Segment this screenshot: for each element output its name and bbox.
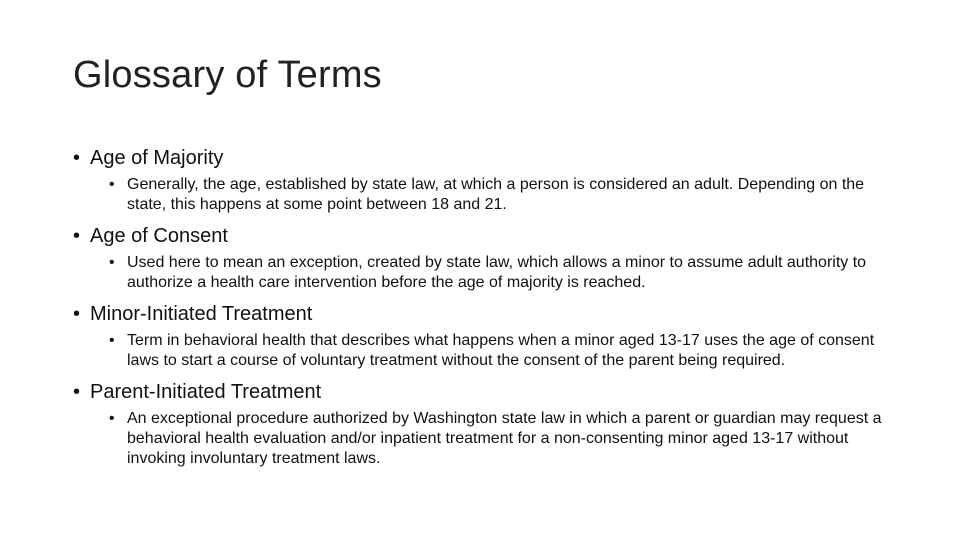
term-label: Parent-Initiated Treatment [90, 381, 322, 403]
bullet-icon: • [73, 147, 81, 169]
term-row [73, 301, 893, 327]
term-label: Age of Consent [90, 225, 228, 247]
glossary-entry-age-of-majority [73, 145, 893, 215]
definition-text: Term in behavioral health that describes what happens when a minor aged 13-17 uses the age of consent laws to start a course of voluntary treatment without the consent of the parent being required. [127, 332, 875, 369]
definition-row [109, 331, 893, 371]
definition-text: Generally, the age, established by state law, at which a person is considered an adult. Depending on the state, this happens at some point between 18 and 21. [127, 176, 865, 213]
slide-title: Glossary of Terms [73, 54, 382, 96]
definition-row [109, 409, 893, 469]
bullet-icon: • [73, 225, 81, 247]
sub-bullet-icon: • [109, 176, 115, 193]
bullet-icon: • [73, 381, 81, 403]
sub-bullet-icon: • [109, 254, 115, 271]
definition-row [109, 175, 893, 215]
term-label: Minor-Initiated Treatment [90, 303, 313, 325]
sub-bullet-icon: • [109, 410, 115, 427]
definition-row [109, 253, 893, 293]
sub-bullet-icon: • [109, 332, 115, 349]
bullet-icon: • [73, 303, 81, 325]
glossary-entry-parent-initiated-treatment [73, 379, 893, 469]
term-row [73, 223, 893, 249]
term-row [73, 379, 893, 405]
term-row [73, 145, 893, 171]
glossary-entry-age-of-consent [73, 223, 893, 293]
glossary-entry-minor-initiated-treatment [73, 301, 893, 371]
definition-text: Used here to mean an exception, created by state law, which allows a minor to assume adult authority to authorize a health care intervention before the age of majority is reached. [127, 254, 867, 291]
term-label: Age of Majority [90, 147, 224, 169]
definition-text: An exceptional procedure authorized by Washington state law in which a parent or guardian may request a behavioral health evaluation and/or inpatient treatment for a non-consenting minor aged 13-17 without invoking involuntary treatment laws. [127, 410, 882, 467]
glossary-list [73, 145, 893, 477]
